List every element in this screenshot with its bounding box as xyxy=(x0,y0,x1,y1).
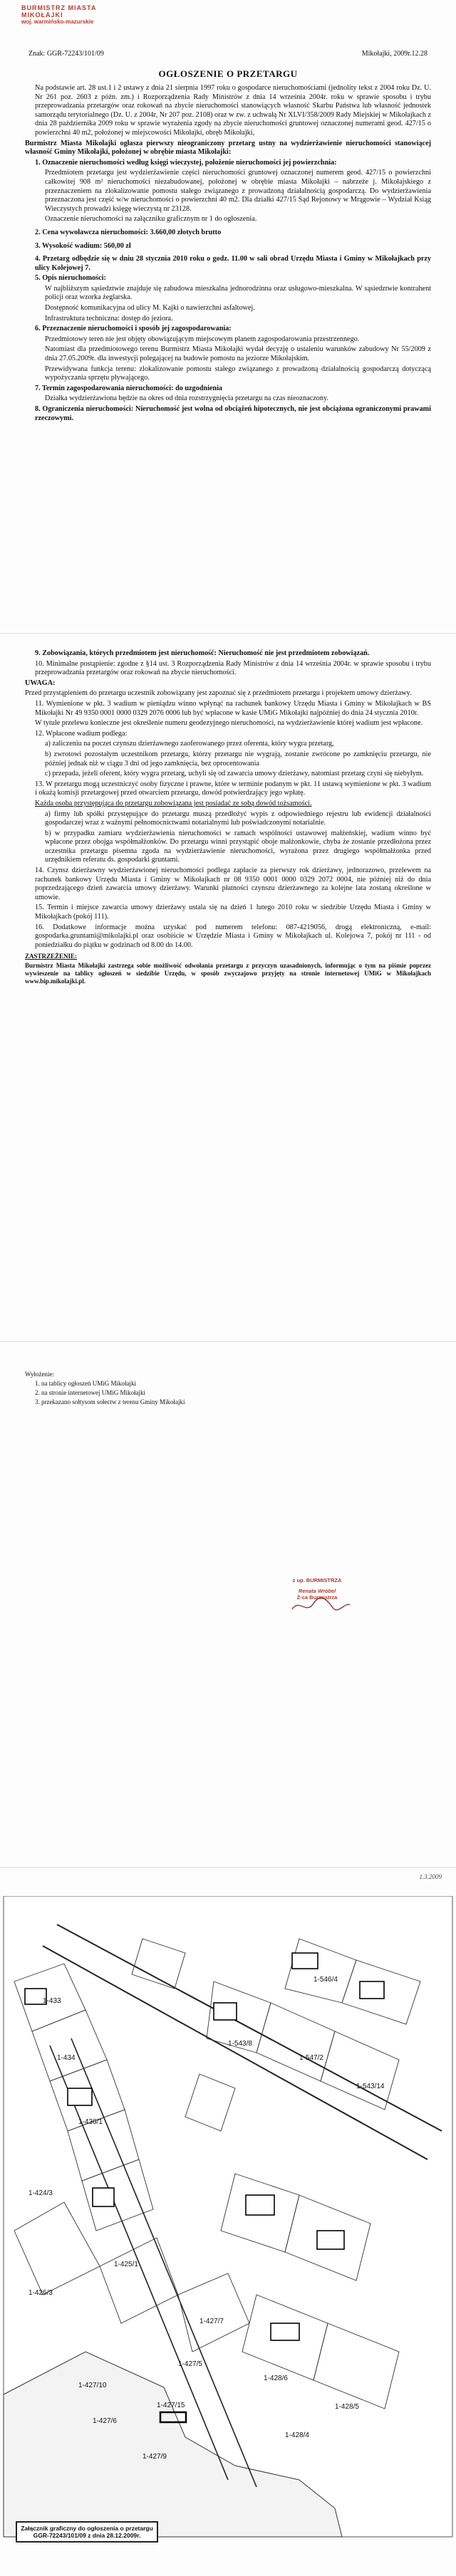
zastrzezenie-text: Burmistrz Miasta Mikołajki zastrzega sobie możliwość odwołania przetargu z przyczyn uzasadnionych, informując o tym na piśmie poprzez wywieszenie na tablicy ogłoszeń w siedzibie Urzędu, w sposób zwyczajowo przyjęty na stronie internetowej UMiG w Mikołajkach www.bip.mikolajki.pl. xyxy=(25,962,431,985)
posting-item-2: 2. na stronie internetowej UMiG Mikołajki xyxy=(35,1389,145,1396)
stamp-line-1: BURMISTRZ MIASTA MIKOŁAJKI xyxy=(21,4,96,19)
section-3: 3. Wysokość wadium: 560,00 zł xyxy=(35,241,131,250)
parcel-label: 1-427/7 xyxy=(200,2318,224,2325)
section-12-item-b: b) zwrotowi pozostałym uczestnikom przetargu, którzy przetargu nie wygrają, zostanie zwrócone po zamknięciu przetargu, nie później jednak niż w ciągu 3 dni od jego zamknięcia, bez oprocentowania xyxy=(45,750,431,768)
document-page-1 xyxy=(0,0,456,634)
section-11: 11. Wymienione w pkt. 3 wadium w pieniądzu winno wpłynąć na rachunek bankowy Urzędu Miasta i Gminy w Mikołajkach w BS Mikołajki Nr 49 9350 0001 0000 0329 2076 0006 lub być wpłacone w kasie UMiG Mikołajki najpóźniej do dnia 24 stycznia 2010r. xyxy=(35,699,431,717)
section-2: 2. Cena wywoławcza nieruchomości: 3.660,00 złotych brutto xyxy=(35,228,222,236)
signature-stamp-line-3: Z-ca Burmistrza xyxy=(296,1594,338,1601)
section-14: 14. Czynsz dzierżawny wydzierżawionej nieruchomości podlega zapłacie za pierwszy rok dzierżawy, jednorazowo, przelewem na rachunek bankowy Urzędu Miasta i Gminy w Mikołajkach nr 08 9350 0001 0000 0329 2072 0004, nie później niż do dnia poprzedzającego dzień zawarcia umowy dzierżawy. Warunki płatności czynszu dzierżawnego za kolejne lata zostaną określone w umowie. xyxy=(35,866,431,901)
reference-line xyxy=(28,50,428,58)
cadastral-map xyxy=(0,1896,456,2551)
section-16: 16. Dodatkowe informacje można uzyskać pod numerem telefonu: 087-4219056, drogą elektroniczną, e-mail: gospodarka.gruntami@mikolajki.pl oraz osobiście w Urzędzie Miasta i Gminy w Mikołajkach ul. Kolejowa 7, pokój nr 111 - od poniedziałku do piątku w godzinach od 8.00 do 14.00. xyxy=(35,923,431,949)
reference-number: Znak: GGR-72243/101/09 xyxy=(28,50,104,58)
section-9: 9. Zobowiązania, których przedmiotem jest nieruchomość: Nieruchomość nie jest przedmiotem zobowiązań. xyxy=(35,649,370,657)
section-1-heading: 1. Oznaczenie nieruchomości według księgi wieczystej, położenie nieruchomości jej powierzchnia: xyxy=(35,158,337,167)
section-6-line-3: Przewidywana funkcja terenu: zlokalizowanie pomostu stałego związanego z prowadzoną działalnością gospodarczą dotyczącą wypożyczania sprzętu pływającego. xyxy=(45,365,431,382)
signature-stamp-line-2: Renata Wróbel xyxy=(298,1588,336,1594)
parcel-label: 1-433 xyxy=(43,1997,61,2005)
parcel-label: 1-543/8 xyxy=(228,2040,252,2048)
signature-stamp-line-1: z up. BURMISTRZA xyxy=(292,1577,342,1583)
section-11-note: W tytule przelewu konieczne jest określenie numeru geodezyjnego nieruchomości, na wydzierżawienie której wadium jest wpłacone. xyxy=(35,719,423,728)
section-5-line-3: Infrastruktura techniczna: dostęp do jeziora. xyxy=(45,314,173,323)
section-1-text: Przedmiotem przetargu jest wydzierżawienie części nieruchomości gruntowej oznaczonej numerem geod. 427/15 o powierzchni całkowitej 908 m² nieruchomości niezabudowanej, położonej w obrębie miasta Mikołajki – nabrzeże j. Mikołajskiego z przeznaczeniem na zlokalizowanie pomostu stałego związanego z prowadzoną działalnością gospodarczą. Do wydzierżawienia przeznaczona jest część w/w nieruchomości o powierzchni 40 m2. Dla działki 427/15 Sąd Rejonowy w Mrągowie – Wydział Ksiąg Wieczystych prowadzi księgę wieczystą nr 23128. xyxy=(45,169,431,213)
parcel-label: 1-428/5 xyxy=(335,2403,359,2411)
section-12-heading: 12. Wpłacone wadium podlega: xyxy=(35,729,128,738)
parcel-label: 1-546/4 xyxy=(314,1976,338,1984)
zastrzezenie-heading: ZASTRZEŻENIE: xyxy=(25,953,78,960)
parcel-label: 1-434 xyxy=(57,2054,76,2062)
posting-item-3: 3. przekazano sołtysom sołectw z terenu Gminy Mikołajki xyxy=(35,1398,185,1405)
intro-text: Na podstawie art. 28 ust.1 i 2 ustawy z dnia 21 sierpnia 1997 roku o gospodarce nieruchomościami (jednolity tekst z 2004 roku Dz. U. Nr 261 poz. 2603 z późn. zm.) i Rozporządzenia Rady Ministrów z dnia 14 września 2004r. roku w sprawie sposobu i trybu przeprowadzania przetargów oraz rokowań na zbycie nieruchomości stanowiących własność Skarbu Państwa lub własność jednostek samorządu terytorialnego (Dz. U. z 2004r, Nr 207 poz. 2108) oraz w zw. z uchwałą Nr XLVI/358/2009 Rady Miejskiej w Mikołajkach z dnia 28 października 2009 roku w sprawie wyrażenia zgody na zbycie nieruchomości gruntowej oznaczonej numerami geod. 427/15 o powierzchni 40 m2, położonej w miejscowości Mikołajki, obręb Mikołajki, xyxy=(35,84,431,137)
posting-item-1: 1. na tablicy ogłoszeń UMiG Mikołajki xyxy=(35,1380,136,1387)
map-handwritten-note: 1.3.2009 xyxy=(419,1873,442,1880)
parcel-label: 1-428/4 xyxy=(285,2431,309,2439)
section-13-lead: Każda osoba przystępująca do przetargu zobowiązana jest posiadać ze sobą dowód tożsamości. xyxy=(35,799,312,807)
parcel-label: 1-425/1 xyxy=(114,2261,138,2268)
section-5-heading: 5. Opis nieruchomości: xyxy=(35,274,106,283)
parcel-label: 1-428/6 xyxy=(264,2375,288,2382)
section-12-item-a: a) zaliczeniu na poczet czynszu dzierżawnego zaoferowanego przez oferenta, który wygra przetarg, xyxy=(45,740,334,748)
parcel-label: 1-424/3 xyxy=(28,2189,53,2197)
parcel-label: 1-543/14 xyxy=(356,2083,385,2090)
section-5-line-1: W najbliższym sąsiedztwie znajduje się zabudowa mieszkalna jednorodzinna oraz usługowo-mieszkalna. W sąsiedztwie kontrahent policji oraz wzorka żeglarska. xyxy=(45,284,431,302)
document-page-3 xyxy=(0,1342,456,1868)
section-8: 8. Ograniczenia nieruchomości: Nieruchomość jest wolna od obciążeń hipotecznych, nie jest obciążona ograniczonymi prawami rzeczowymi. xyxy=(35,405,431,422)
parcel-label: 1-427/6 xyxy=(93,2417,117,2425)
parcel-label: 1-427/15 xyxy=(157,2402,185,2409)
posting-heading: Wyłożenie: xyxy=(25,1371,54,1378)
parcel-label: 1-427/9 xyxy=(142,2453,167,2461)
section-7-text: Działka wydzierżawiona będzie na okres od dnia rozstrzygnięcia przetargu na czas nieoznaczony. xyxy=(45,394,328,403)
parcel-label: 1-547/2 xyxy=(299,2054,323,2062)
section-6-heading: 6. Przeznaczenie nieruchomości i sposób jej zagospodarowania: xyxy=(35,325,232,333)
announcement-body xyxy=(25,84,431,424)
section-6-line-1: Przedmiotowy teren nie jest objęty obowiązującym miejscowym planem zagospodarowania przestrzennego. xyxy=(45,335,360,343)
announcement-body-continued xyxy=(25,649,431,987)
section-13: 13. W przetargu mogą uczestniczyć osoby fizyczne i prawne, które w terminie podanym w pkt. 11 ustawą wymienione w pkt. 3 wadium i okażą komisji przetargowej przed otwarciem przetargu, dowód potwierdzający jego wpłatę. xyxy=(35,780,431,797)
uwaga-text: Przed przystąpieniem do przetargu uczestnik zobowiązany jest zapoznać się z przedmiotem przetargu i projektem umowy dzierżawy. xyxy=(25,689,412,698)
section-12-item-c: c) przepada, jeżeli oferent, który wygra przetarg, uchyli się od zawarcia umowy dzierżawy, natomiast przetarg czyni się niebyłym. xyxy=(45,770,424,778)
map-caption-line-1: Załącznik graficzny do ogłoszenia o przetargu xyxy=(21,2525,153,2532)
document-title: OGŁOSZENIE O PRZETARGU xyxy=(158,68,298,79)
section-5-line-2: Dostępność komunikacyjna od ulicy M. Kajki o nawierzchni asfaltowej. xyxy=(45,304,255,313)
parcel-label: 1-427/10 xyxy=(78,2382,107,2389)
section-4: 4. Przetarg odbędzie się w dniu 28 stycznia 2010 roku o godz. 11.00 w sali obrad Urzędu Miasta i Gminy w Mikołajkach przy ulicy Kolejowej 7. xyxy=(35,255,431,272)
parcel-label: 1-427/5 xyxy=(178,2360,202,2368)
section-13-item-a: a) firmy lub spółki przystępujące do przetargu muszą przedłożyć wypis z odpowiedniego rejestru lub ewidencji działalności gospodarczej wraz z ważnymi pełnomocnictwami notarialnymi lub poświadczonymi notarialnie. xyxy=(45,810,431,827)
map-caption-line-2: GGR-72243/101/09 z dnia 28.12.2009r. xyxy=(33,2532,141,2539)
place-date: Mikołajki, 2009r.12.28 xyxy=(361,50,428,58)
uwaga-heading: UWAGA: xyxy=(25,679,56,687)
intro-lead: Burmistrz Miasta Mikołajki ogłasza pierwszy nieograniczony przetarg ustny na wydzierżawienie nieruchomości stanowiącej własność Gminy Mikołajki, położonej w obrębie miasta Mikołajki: xyxy=(25,139,431,157)
stamp-line-2: woj. warmińsko-mazurskie xyxy=(21,19,94,25)
section-15: 15. Termin i miejsce zawarcia umowy dzierżawy ustala się na dzień 1 lutego 2010 roku w siedzibie Urzędu Miasta i Gminy w Mikołajkach (pokój 111). xyxy=(35,904,431,921)
section-13-item-b: b) w przypadku zamiaru wydzierżawienia nieruchomości w ramach wspólności ustawowej małżeńskiej, wadium winno być wpłacone przez obojga współmałżonków. Do przetargu winni przystąpić oboje małżonkowie, chyba że zostanie przedłożona przez uczestnika przetargu pisemna zgoda na wydzierżawienie nieruchomości, wyrażona przez drugiego współmałżonka przed urzędnikiem referatu ds. gospodarki gruntami. xyxy=(45,829,431,864)
document-page-2 xyxy=(0,634,456,1342)
posting-list xyxy=(25,1371,239,1408)
map-caption xyxy=(16,2521,158,2543)
handwritten-signature xyxy=(289,1595,353,1616)
section-6-line-2: Natomiast dla przedmiotowego terenu Burmistrz Miasta Mikołajki wydał decyzję o ustaleniu warunków zabudowy Nr 55/2009 z dnia 27.05.2009r. dla inwestycji polegającej na budowie pomostu na jeziorze Mikołajskim. xyxy=(45,345,431,363)
parcel-label: 1-436/1 xyxy=(78,2118,103,2126)
parcel-label: 1-426/3 xyxy=(28,2289,53,2297)
section-10: 10. Minimalne postąpienie: zgodne z §14 ust. 3 Rozporządzenia Rady Ministrów z dnia 14 września 2004r. w sprawie sposobu i trybu przeprowadzania przetargów oraz rokowań na zbycie nieruchomości. xyxy=(35,659,431,677)
document-page-4-map xyxy=(0,1868,456,2576)
office-stamp xyxy=(21,4,100,33)
section-7-heading: 7. Termin zagospodarowania nieruchomości: do uzgodnienia xyxy=(35,384,223,392)
section-1-note: Oznaczenie nieruchomości na załączniku graficznym nr 1 do ogłoszenia. xyxy=(45,215,257,224)
